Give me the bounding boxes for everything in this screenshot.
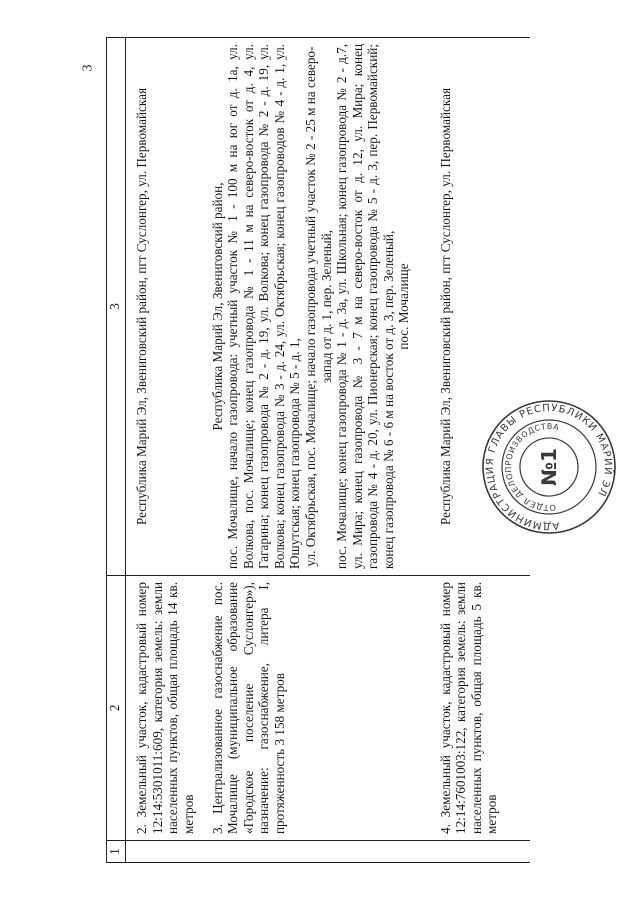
address-line: пос. Мочалище: [396, 263, 412, 350]
description-cell: [430, 576, 530, 841]
address-line: Республика Марий Эл, Звениговский район,: [209, 182, 225, 431]
address-line: пос. Мочалище, начало газопровода: учетный участок № 1 - 100 м на юг от д. 1а, ул. Волкова, пос. Мочалище; конец газопровода № 1 - 11 м на северо-восток от д. 4, ул. Гагарина; конец газопровода № 2 - д. 19, ул. Волкова; конец газопровода № 2 - д. 19, ул. Волкова; конец газопровода № 3 - д. 24, ул. Октябрьская; конец газопроводов № 4 - д. 1, ул. Юшутская; конец газопровода № 5 - д. 1,: [225, 44, 303, 569]
table-row: [126, 38, 206, 863]
address-text: Республика Марий Эл, Звениговский район, пгт Суслонгер, ул. Первомайская: [134, 87, 149, 526]
row-number-cell: [206, 841, 430, 863]
address-line: ул. Октябрьская, пос. Мочалище; начало газопровода учетный участок № 2 - 25 м на северо-запад от д. 1, пер. Зеленый,: [302, 46, 334, 567]
page-number: 3: [80, 64, 96, 72]
description-cell: [126, 576, 206, 841]
table-row: [206, 38, 430, 863]
row-number: 4.: [437, 824, 453, 834]
description-text: Земельный участок, кадастровый номер 12:14:5301011:609, категория земель: земли населенных пунктов, общая площадь 14 кв. метров: [134, 582, 196, 834]
row-number-cell: [126, 841, 206, 863]
description-cell: [206, 576, 430, 841]
row-number: 3.: [209, 824, 225, 834]
address-cell: [206, 38, 430, 576]
office-stamp: [480, 398, 618, 536]
row-number: 2.: [134, 824, 149, 834]
description-text: Централизованное газоснабжение пос. Мочалище (муниципальное образование «Городское поселение Суслонгер»), назначение: газоснабжение, литера I, протяженность 3 158 метров: [209, 582, 287, 834]
row-number-cell: [430, 841, 530, 863]
address-line: пос. Мочалище; конец газопровода № 1 - д. 3а, ул. Школьная; конец газопровода № 2 - д.7, ул. Мира; конец газопровода № 3 - 7 м на северо-восток от д. 12, ул. Мира; конец газопровода № 4 - д. 20, ул. Пионерская; конец газопровода № 5 - д. 3, пер. Первомайский; конец газопровода № 6 - 6 м на восток от д. 3, пер. Зеленый,: [334, 44, 396, 569]
address-cell: [126, 38, 206, 576]
rotated-table-sheet: [106, 38, 526, 863]
property-table: [106, 37, 530, 863]
stamp-inner-text: ОТДЕЛ ДЕЛОПРОИЗВОДСТВА: [503, 421, 561, 513]
address-text: Республика Марий Эл, Звениговский район, пгт Суслонгер, ул. Первомайская: [437, 87, 453, 526]
stamp-center-text: №1: [537, 448, 561, 486]
header-col-2: 2: [107, 576, 126, 841]
description-text: Земельный участок, кадастровый номер 12:14:7601003:122, категория земель: земли населенных пунктов, общая площадь 5 кв. метров: [437, 582, 500, 834]
header-row: [107, 38, 126, 863]
stamp-ring-text: АДМИНИСТРАЦИЯ ГЛАВЫ РЕСПУБЛИКИ МАРИЙ ЭЛ: [484, 402, 614, 532]
stamp-seal-icon: [480, 398, 618, 536]
header-col-3: 3: [107, 38, 126, 576]
header-col-1: 1: [107, 841, 126, 863]
